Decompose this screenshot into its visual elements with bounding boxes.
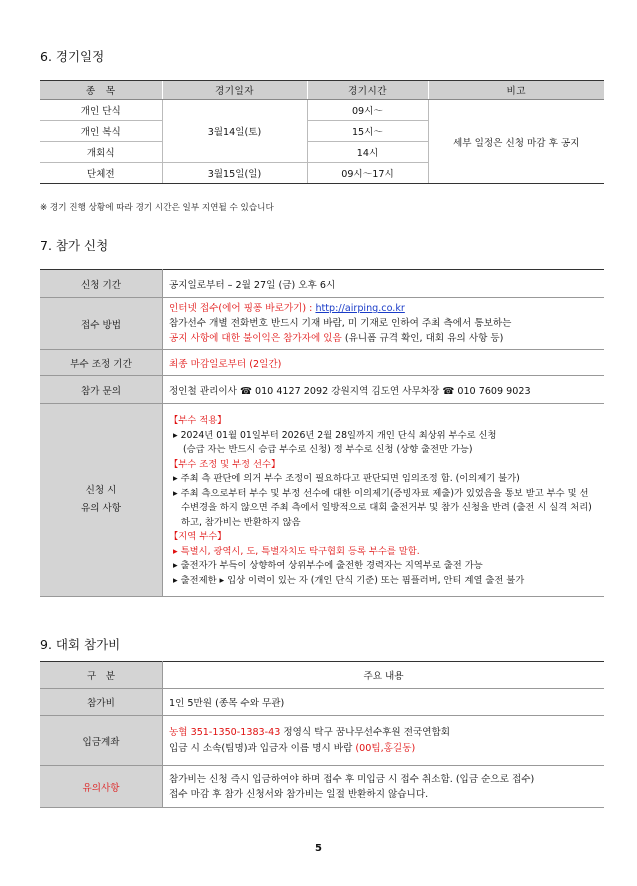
table-row: [40, 298, 604, 350]
time-cell: 09시～: [307, 100, 428, 121]
adjust-label: 부수 조정 기간: [40, 350, 163, 376]
warning-line-1: 참가비는 신청 즉시 입금하여야 하며 접수 후 미입금 시 접수 취소함. (입금 순으로 접수): [169, 773, 535, 785]
page-number: 5: [315, 843, 322, 854]
period-label: 신청 기간: [40, 270, 163, 298]
time-cell: 09시～17시: [307, 163, 428, 184]
notes-continuation: (승급 자는 반드시 승급 부수로 신청) 정 부수로 신청 (상향 출전만 가능): [183, 444, 473, 455]
section-6-title: 6. 경기일정: [40, 49, 105, 64]
table-row: [40, 350, 604, 376]
event-cell: 개회식: [40, 142, 162, 163]
time-cell: 14시: [307, 142, 428, 163]
header-category: 구 분: [40, 662, 163, 689]
table-row: [40, 689, 604, 716]
schedule-header-row: [40, 81, 604, 100]
method-value: [163, 298, 605, 350]
notes-heading: 【부수 조정 및 부정 선수】: [169, 458, 281, 470]
method-internet: 인터넷 접수(에어 핑퐁 바로가기) :: [169, 303, 316, 314]
header-content: 주요 내용: [163, 662, 605, 689]
remark-cell: 세부 일정은 신청 마감 후 공지: [428, 100, 604, 184]
table-row: [40, 270, 604, 298]
warning-line-2: 접수 마감 후 참가 신청서와 참가비는 일절 반환하지 않습니다.: [169, 788, 429, 800]
schedule-table: [40, 80, 604, 184]
header-date: 경기일자: [162, 81, 307, 100]
notes-label-2: 유의 사항: [80, 503, 122, 514]
period-value: 공지일로부터 – 2월 27일 (금) 오후 6시: [163, 270, 605, 298]
notes-bullet: ▸ 출전제한 ▸ 입상 이력이 있는 자 (개인 단식 기준) 또는 핌플러버, 안티 계열 출전 불가: [173, 574, 525, 586]
table-row: [40, 404, 604, 597]
section-9-title: 9. 대회 참가비: [40, 637, 121, 652]
method-label: 접수 방법: [40, 298, 163, 350]
table-row: [40, 100, 604, 121]
notes-label-1: 신청 시: [85, 485, 117, 496]
fee-header-row: [40, 662, 604, 689]
schedule-note: ※ 경기 진행 상황에 따라 경기 시간은 일부 지연될 수 있습니다: [40, 203, 274, 213]
date-cell: 3월14일(토): [162, 100, 307, 163]
fee-value: 1인 5만원 (종목 수와 무관): [163, 689, 605, 716]
notes-bullet: ▸ 2024년 01월 01일부터 2026년 2월 28일까지 개인 단식 최상위 부수로 신청: [173, 429, 497, 441]
warning-value: [163, 766, 605, 808]
application-table: [40, 269, 604, 597]
notes-bullet: ▸ 주최 측으로부터 부수 및 부정 선수에 대한 이의제기(증빙자료 제출)가 있었음을 통보 받고 부수 및 선수변경을 하지 않으면 주최 측에서 일방적으로 대회 출전거부 및 참가 신청을 반려 (출전 시 실격 처리)하고, 참가비는 반환하지 않음: [173, 487, 592, 528]
notes-bullet: ▸ 출전자가 부득이 상향하여 상위부수에 출전한 경력자는 지역부로 출전 가능: [173, 560, 483, 571]
event-cell: 개인 단식: [40, 100, 162, 121]
date-cell: 3월15일(일): [162, 163, 307, 184]
account-instruction: 입금 시 소속(팀명)과 입금자 이름 명시 바람: [169, 742, 356, 754]
notes-label: [40, 404, 163, 597]
account-value: [163, 716, 605, 766]
fee-table: [40, 661, 604, 808]
header-event: 종 목: [40, 81, 162, 100]
table-row: [40, 766, 604, 808]
method-line-2: 참가선수 개별 전화번호 반드시 기재 바람, 미 기재로 인하여 주최 측에서 통보하는: [169, 318, 512, 329]
account-label: 입금계좌: [40, 716, 163, 766]
table-row: [40, 716, 604, 766]
header-time: 경기시간: [307, 81, 428, 100]
event-cell: 단체전: [40, 163, 162, 184]
method-warning: 공지 사항에 대한 불이익은 참가자에 있음: [169, 333, 342, 344]
method-warning-rest: (유니폼 규격 확인, 대회 유의 사항 등): [341, 333, 504, 344]
fee-label: 참가비: [40, 689, 163, 716]
contact-value: 정인철 관리이사 ☎ 010 4127 2092 강원지역 김도연 사무차장 ☎ 010 7609 9023: [163, 376, 605, 404]
warning-label: 유의사항: [40, 766, 163, 808]
notes-heading: 【부수 적용】: [169, 415, 227, 426]
notes-value: [163, 404, 605, 597]
account-number: 농협 351-1350-1383-43: [169, 726, 281, 738]
adjust-value: 최종 마감일로부터 (2일간): [163, 350, 605, 376]
notes-heading: 【지역 부수】: [169, 531, 227, 542]
header-remark: 비고: [428, 81, 604, 100]
account-holder: 정영식 탁구 꿈나무선수후원 전국연합회: [280, 726, 451, 738]
event-cell: 개인 복식: [40, 121, 162, 142]
notes-bullet: ▸ 주최 측 판단에 의거 부수 조정이 필요하다고 판단되면 임의조정 함. (이의제기 불가): [173, 473, 520, 484]
table-row: [40, 376, 604, 404]
notes-bullet: ▸ 특별시, 광역시, 도, 특별자치도 탁구협회 등록 부수를 말함.: [173, 545, 420, 557]
section-7-title: 7. 참가 신청: [40, 238, 109, 253]
time-cell: 15시～: [307, 121, 428, 142]
contact-label: 참가 문의: [40, 376, 163, 404]
airping-link[interactable]: http://airping.co.kr: [315, 303, 405, 314]
account-example: (00팀,홍길동): [355, 742, 416, 754]
